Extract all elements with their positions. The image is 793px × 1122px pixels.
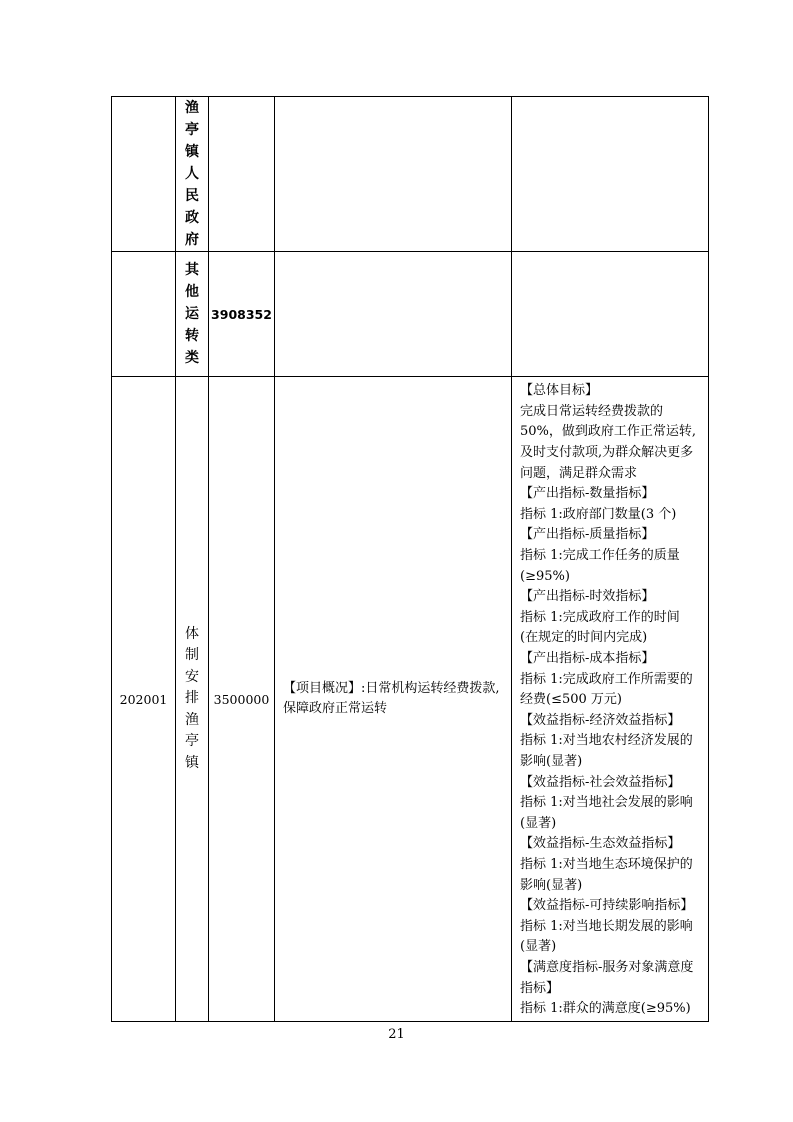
goal-line: 影响(显著) <box>520 877 583 893</box>
goal-line: 问题，满足群众需求 <box>520 465 638 481</box>
page-number: 21 <box>388 1027 405 1042</box>
goal-line: 指标 1:对当地长期发展的影响 <box>520 918 693 934</box>
goal-line: (显著) <box>520 815 557 831</box>
goal-line: 【满意度指标-服务对象满意度 <box>520 959 694 975</box>
cell-amount <box>209 97 275 252</box>
goal-line: 50%，做到政府工作正常运转, <box>520 424 697 440</box>
goal-line: 指标 1:群众的满意度(≥95%) <box>520 1001 691 1017</box>
performance-goals <box>512 378 708 1019</box>
cell-code <box>112 97 176 252</box>
cell-summary <box>275 377 512 1022</box>
project-summary: 【项目概况】:日常机构运转经费拨款,保障政府正常运转 <box>283 681 500 716</box>
table-row <box>112 97 709 252</box>
cell-summary <box>275 97 512 252</box>
goal-line: 【效益指标-生态效益指标】 <box>520 836 681 852</box>
goal-line: 【效益指标-社会效益指标】 <box>520 774 681 790</box>
cell-amount <box>209 377 275 1022</box>
goal-line: 【产出指标-时效指标】 <box>520 589 655 605</box>
table-row <box>112 252 709 377</box>
cell-name <box>176 377 209 1022</box>
goal-line: 完成日常运转经费拨款的 <box>520 403 664 419</box>
category-name: 其他运转类 <box>185 262 199 366</box>
cell-code <box>112 252 176 377</box>
budget-table <box>111 96 709 1022</box>
category-amount: 3908352 <box>211 306 272 322</box>
cell-amount <box>209 252 275 377</box>
project-name: 体制安排渔亭镇 <box>185 625 199 771</box>
cell-summary <box>275 252 512 377</box>
goal-line: 指标 1:对当地农村经济发展的 <box>520 733 693 749</box>
cell-goals <box>512 377 709 1022</box>
goal-line: 影响(显著) <box>520 753 583 769</box>
goal-line: (在规定的时间内完成) <box>520 630 648 646</box>
goal-line: 【产出指标-数量指标】 <box>520 486 655 502</box>
goal-line: 指标 1:政府部门数量(3 个) <box>520 506 677 522</box>
project-code: 202001 <box>119 691 168 707</box>
cell-goals <box>512 97 709 252</box>
goal-line: (显著) <box>520 939 557 955</box>
goal-line: 指标 1:完成工作任务的质量 <box>520 548 680 564</box>
project-amount: 3500000 <box>213 691 270 707</box>
goal-line: 【效益指标-经济效益指标】 <box>520 712 681 728</box>
goal-line: 指标 1:完成政府工作所需要的 <box>520 671 693 687</box>
goal-line: 指标】 <box>520 980 560 996</box>
table-row <box>112 377 709 1022</box>
goal-line: 指标 1:完成政府工作的时间 <box>520 609 680 625</box>
goal-line: 【产出指标-成本指标】 <box>520 651 655 667</box>
unit-name: 渔亭镇人民政府 <box>185 100 199 248</box>
cell-code <box>112 377 176 1022</box>
goal-line: 【总体目标】 <box>520 383 599 399</box>
goal-line: 及时支付款项,为群众解决更多 <box>520 445 694 461</box>
cell-name <box>176 97 209 252</box>
goal-line: 指标 1:对当地生态环境保护的 <box>520 856 693 872</box>
goal-line: 指标 1:对当地社会发展的影响 <box>520 795 693 811</box>
goal-line: (≥95%) <box>520 568 570 584</box>
cell-goals <box>512 252 709 377</box>
goal-line: 【产出指标-质量指标】 <box>520 527 655 543</box>
goal-line: 经费(≤500 万元) <box>520 692 622 708</box>
cell-name <box>176 252 209 377</box>
goal-line: 【效益指标-可持续影响指标】 <box>520 898 694 914</box>
